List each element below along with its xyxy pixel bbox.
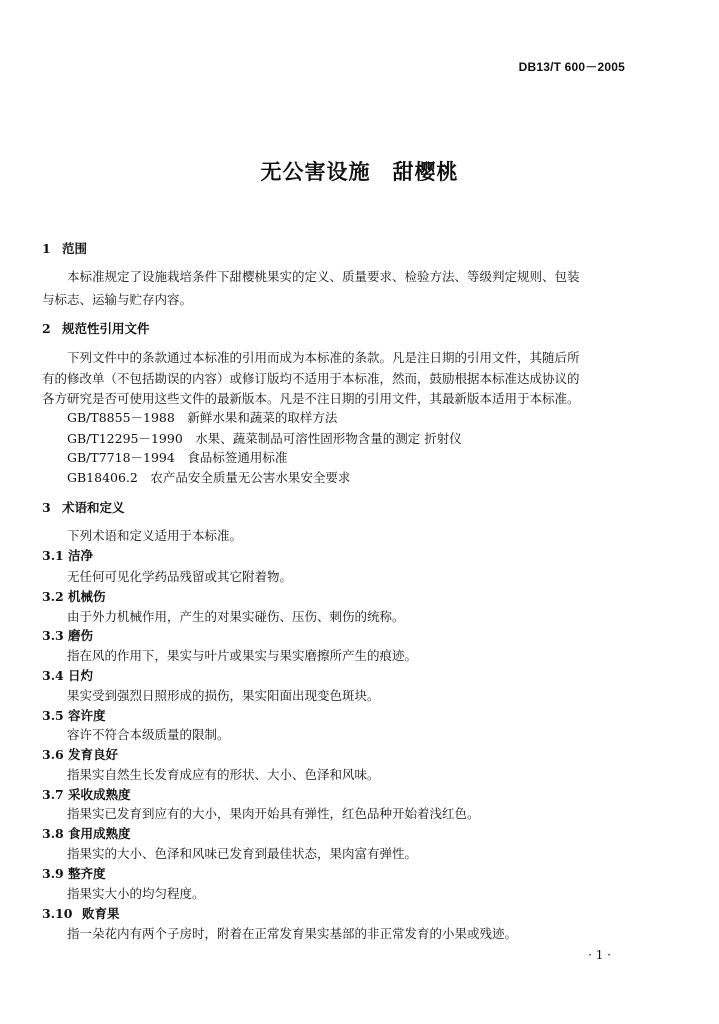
term-name: 磨伤 (68, 628, 94, 643)
term-heading (42, 668, 93, 684)
term-name: 整齐度 (68, 866, 106, 881)
term-heading (42, 906, 120, 922)
term-number: 3.4 (42, 668, 64, 683)
term-number: 3.5 (42, 708, 64, 723)
term-number: 3.6 (42, 747, 64, 762)
section-1-heading (42, 241, 87, 257)
section-title: 术语和定义 (62, 500, 125, 515)
term-name: 容许度 (68, 708, 106, 723)
reference-item: GB/T12295－1990 水果、蔬菜制品可溶性固形物含量的测定 折射仪 (67, 431, 462, 446)
term-heading (42, 866, 106, 882)
term-heading (42, 628, 93, 644)
term-name: 日灼 (68, 668, 94, 683)
term-definition: 指果实自然生长发育成应有的形状、大小、色泽和风味。 (67, 767, 380, 782)
document-title: 无公害设施 甜樱桃 (260, 160, 459, 184)
term-definition: 由于外力机械作用，产生的对果实碰伤、压伤、刺伤的统称。 (67, 609, 405, 624)
term-number: 3.3 (42, 628, 64, 643)
section-number: 3 (42, 500, 51, 515)
term-name: 采收成熟度 (68, 787, 131, 802)
section-3-heading (42, 500, 125, 516)
term-number: 3.10 (42, 906, 73, 921)
term-heading (42, 708, 106, 724)
term-heading (42, 826, 131, 842)
term-number: 3.7 (42, 787, 64, 802)
reference-item: GB/T8855－1988 新鲜水果和蔬菜的取样方法 (67, 410, 338, 425)
term-name: 败育果 (82, 906, 120, 921)
term-definition: 无任何可见化学药品残留或其它附着物。 (67, 569, 293, 584)
term-definition: 果实受到强烈日照形成的损伤，果实阳面出现变色斑块。 (67, 688, 380, 703)
paragraph-line: 下列术语和定义适用于本标准。 (67, 528, 243, 543)
term-number: 3.1 (42, 548, 64, 563)
term-number: 3.9 (42, 866, 64, 881)
term-definition: 指果实的大小、色泽和风味已发育到最佳状态，果肉富有弹性。 (67, 846, 418, 861)
section-title: 范围 (62, 241, 88, 256)
term-definition: 指果实已发育到应有的大小，果肉开始具有弹性，红色品种开始着浅红色。 (67, 806, 480, 821)
section-number: 1 (42, 241, 51, 256)
term-heading (42, 589, 106, 605)
standard-code: DB13/T 600－2005 (518, 60, 625, 74)
term-name: 食用成熟度 (68, 826, 131, 841)
paragraph-line: 与标志、运输与贮存内容。 (42, 292, 193, 307)
term-name: 机械伤 (68, 589, 106, 604)
term-number: 3.8 (42, 826, 64, 841)
term-definition: 指果实大小的均匀程度。 (67, 886, 205, 901)
term-name: 洁净 (68, 548, 94, 563)
term-definition: 容许不符合本级质量的限制。 (67, 727, 230, 742)
section-2-heading (42, 321, 150, 337)
term-heading (42, 747, 118, 763)
paragraph-line: 下列文件中的条款通过本标准的引用而成为本标准的条款。凡是注日期的引用文件，其随后所 (67, 350, 580, 365)
term-number: 3.2 (42, 589, 64, 604)
section-title: 规范性引用文件 (62, 321, 150, 336)
term-heading (42, 548, 93, 564)
paragraph-line: 本标准规定了设施栽培条件下甜樱桃果实的定义、质量要求、检验方法、等级判定规则、包装 (67, 269, 580, 284)
section-number: 2 (42, 321, 51, 336)
paragraph-line: 各方研究是否可使用这些文件的最新版本。凡是不注日期的引用文件，其最新版本适用于本标准。 (42, 391, 580, 406)
term-name: 发育良好 (68, 747, 119, 762)
reference-item: GB/T7718－1994 食品标签通用标准 (67, 450, 288, 465)
reference-item: GB18406.2 农产品安全质量无公害水果安全要求 (67, 470, 351, 485)
term-heading (42, 787, 131, 803)
term-definition: 指在风的作用下，果实与叶片或果实与果实磨擦所产生的痕迹。 (67, 648, 418, 663)
term-definition: 指一朵花内有两个子房时，附着在正常发育果实基部的非正常发育的小果或残迹。 (67, 926, 518, 941)
paragraph-line: 有的修改单（不包括勘误的内容）或修订版均不适用于本标准，然而，鼓励根据本标准达成协议的 (42, 371, 580, 386)
page-number: · 1 · (588, 948, 611, 962)
